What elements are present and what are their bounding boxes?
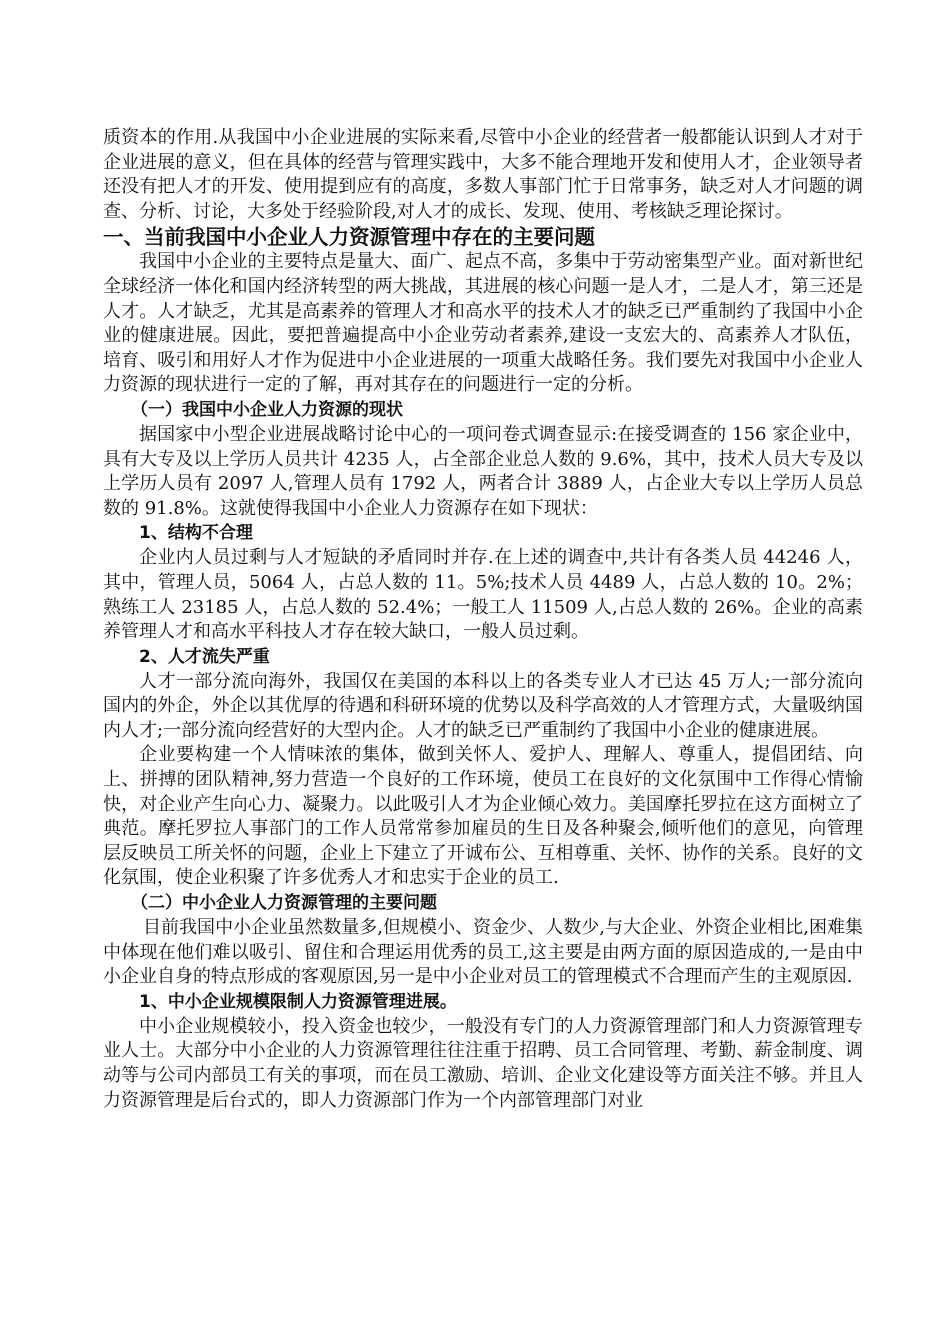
item-heading-talent-loss: 2、人才流失严重 xyxy=(139,646,270,667)
subsection-heading-problems: （二）中小企业人力资源管理的主要问题 xyxy=(131,893,437,914)
paragraph-structure: 企业内人员过剩与人才短缺的矛盾同时并存.在上述的调查中,共计有各类人员 44246 人，其中，管理人员，5064 人，占总人数的 11。5%;技术人员 4489 人，占总人数的 10。2%；熟练工人 23185 人，占总人数的 52.4%；一般工人 11509 人,占总人数的 26%。企业的高素养管理人才和高水平科技人才存在较大缺口，一般人员过剩。 xyxy=(103,547,863,643)
item-heading-structure: 1、结构不合理 xyxy=(139,523,253,544)
paragraph-survey: 据国家中小型企业进展战略讨论中心的一项问卷式调查显示:在接受调查的 156 家企业中，具有大专及以上学历人员共计 4235 人，占全部企业总人数的 9.6%，其中，技术人员大专及以上学历人员有 2097 人,管理人员有 1792 人，两者合计 3889 人，占企业大专以上学历人员总数的 91.8%。这就使得我国中小企业人力资源存在如下现状： xyxy=(103,423,863,519)
section-heading: 一、当前我国中小企业人力资源管理中存在的主要问题 xyxy=(103,225,595,250)
paragraph-section-intro: 我国中小企业的主要特点是量大、面广、起点不高，多集中于劳动密集型产业。面对新世纪全球经济一体化和国内经济转型的两大挑战，其进展的核心问题一是人才，二是人才，第三还是人才。人才缺乏，尤其是高素养的管理人才和高水平的技术人才的缺乏已严重制约了我国中小企业的健康进展。因此，要把普遍提高中小企业劳动者素养,建设一支宏大的、高素养人才队伍，培育、吸引和用好人才作为促进中小企业进展的一项重大战略任务。我们要先对我国中小企业人力资源的现状进行一定的了解，再对其存在的问题进行一定的分析。 xyxy=(103,251,863,396)
paragraph-problems: 目前我国中小企业虽然数量多,但规模小、资金少、人数少,与大企业、外资企业相比,困难集中体现在他们难以吸引、留住和合理运用优秀的员工,这主要是由两方面的原因造成的,一是由中小企业自身的特点形成的客观原因,另一是中小企业对员工的管理模式不合理而产生的主观原因. xyxy=(103,917,863,988)
paragraph-motorola: 企业要构建一个人情味浓的集体，做到关怀人、爱护人、理解人、尊重人，提倡团结、向上、拼搏的团队精神,努力营造一个良好的工作环境，使员工在良好的文化氛围中工作得心情愉快，对企业产生向心力、凝聚力。以此吸引人才为企业倾心效力。美国摩托罗拉在这方面树立了典范。摩托罗拉人事部门的工作人员常常参加雇员的生日及各种聚会,倾听他们的意见，向管理层反映员工所关怀的问题，企业上下建立了开诚布公、互相尊重、关怀、协作的关系。良好的文化氛围，使企业积聚了许多优秀人才和忠实于企业的员工. xyxy=(103,744,863,889)
paragraph-scale: 中小企业规模较小，投入资金也较少，一般没有专门的人力资源管理部门和人力资源管理专业人士。大部分中小企业的人力资源管理往往注重于招聘、员工合同管理、考勤、薪金制度、调动等与公司内部员工有关的事项，而在员工激励、培训、企业文化建设等方面关注不够。并且人力资源管理是后台式的，即人力资源部门作为一个内部管理部门对业 xyxy=(103,1015,863,1111)
paragraph-talent-loss: 人才一部分流向海外，我国仅在美国的本科以上的各类专业人才已达 45 万人;一部分流向国内的外企，外企以其优厚的待遇和科研环境的优势以及科学高效的人才管理方式，大量吸纳国内人才;一部分流向经营好的大型内企。人才的缺乏已严重制约了我国中小企业的健康进展。 xyxy=(103,670,863,741)
item-heading-scale: 1、中小企业规模限制人力资源管理进展。 xyxy=(139,991,457,1012)
paragraph-intro: 质资本的作用.从我国中小企业进展的实际来看,尽管中小企业的经营者一般都能认识到人才对于企业进展的意义，但在具体的经营与管理实践中，大多不能合理地开发和使用人才，企业领导者还没有把人才的开发、使用提到应有的高度，多数人事部门忙于日常事务，缺乏对人才问题的调查、分析、讨论，大多处于经验阶段,对人才的成长、发现、使用、考核缺乏理论探讨。 xyxy=(103,127,863,222)
subsection-heading-status: （一）我国中小企业人力资源的现状 xyxy=(131,399,403,420)
document-page xyxy=(103,126,863,1113)
